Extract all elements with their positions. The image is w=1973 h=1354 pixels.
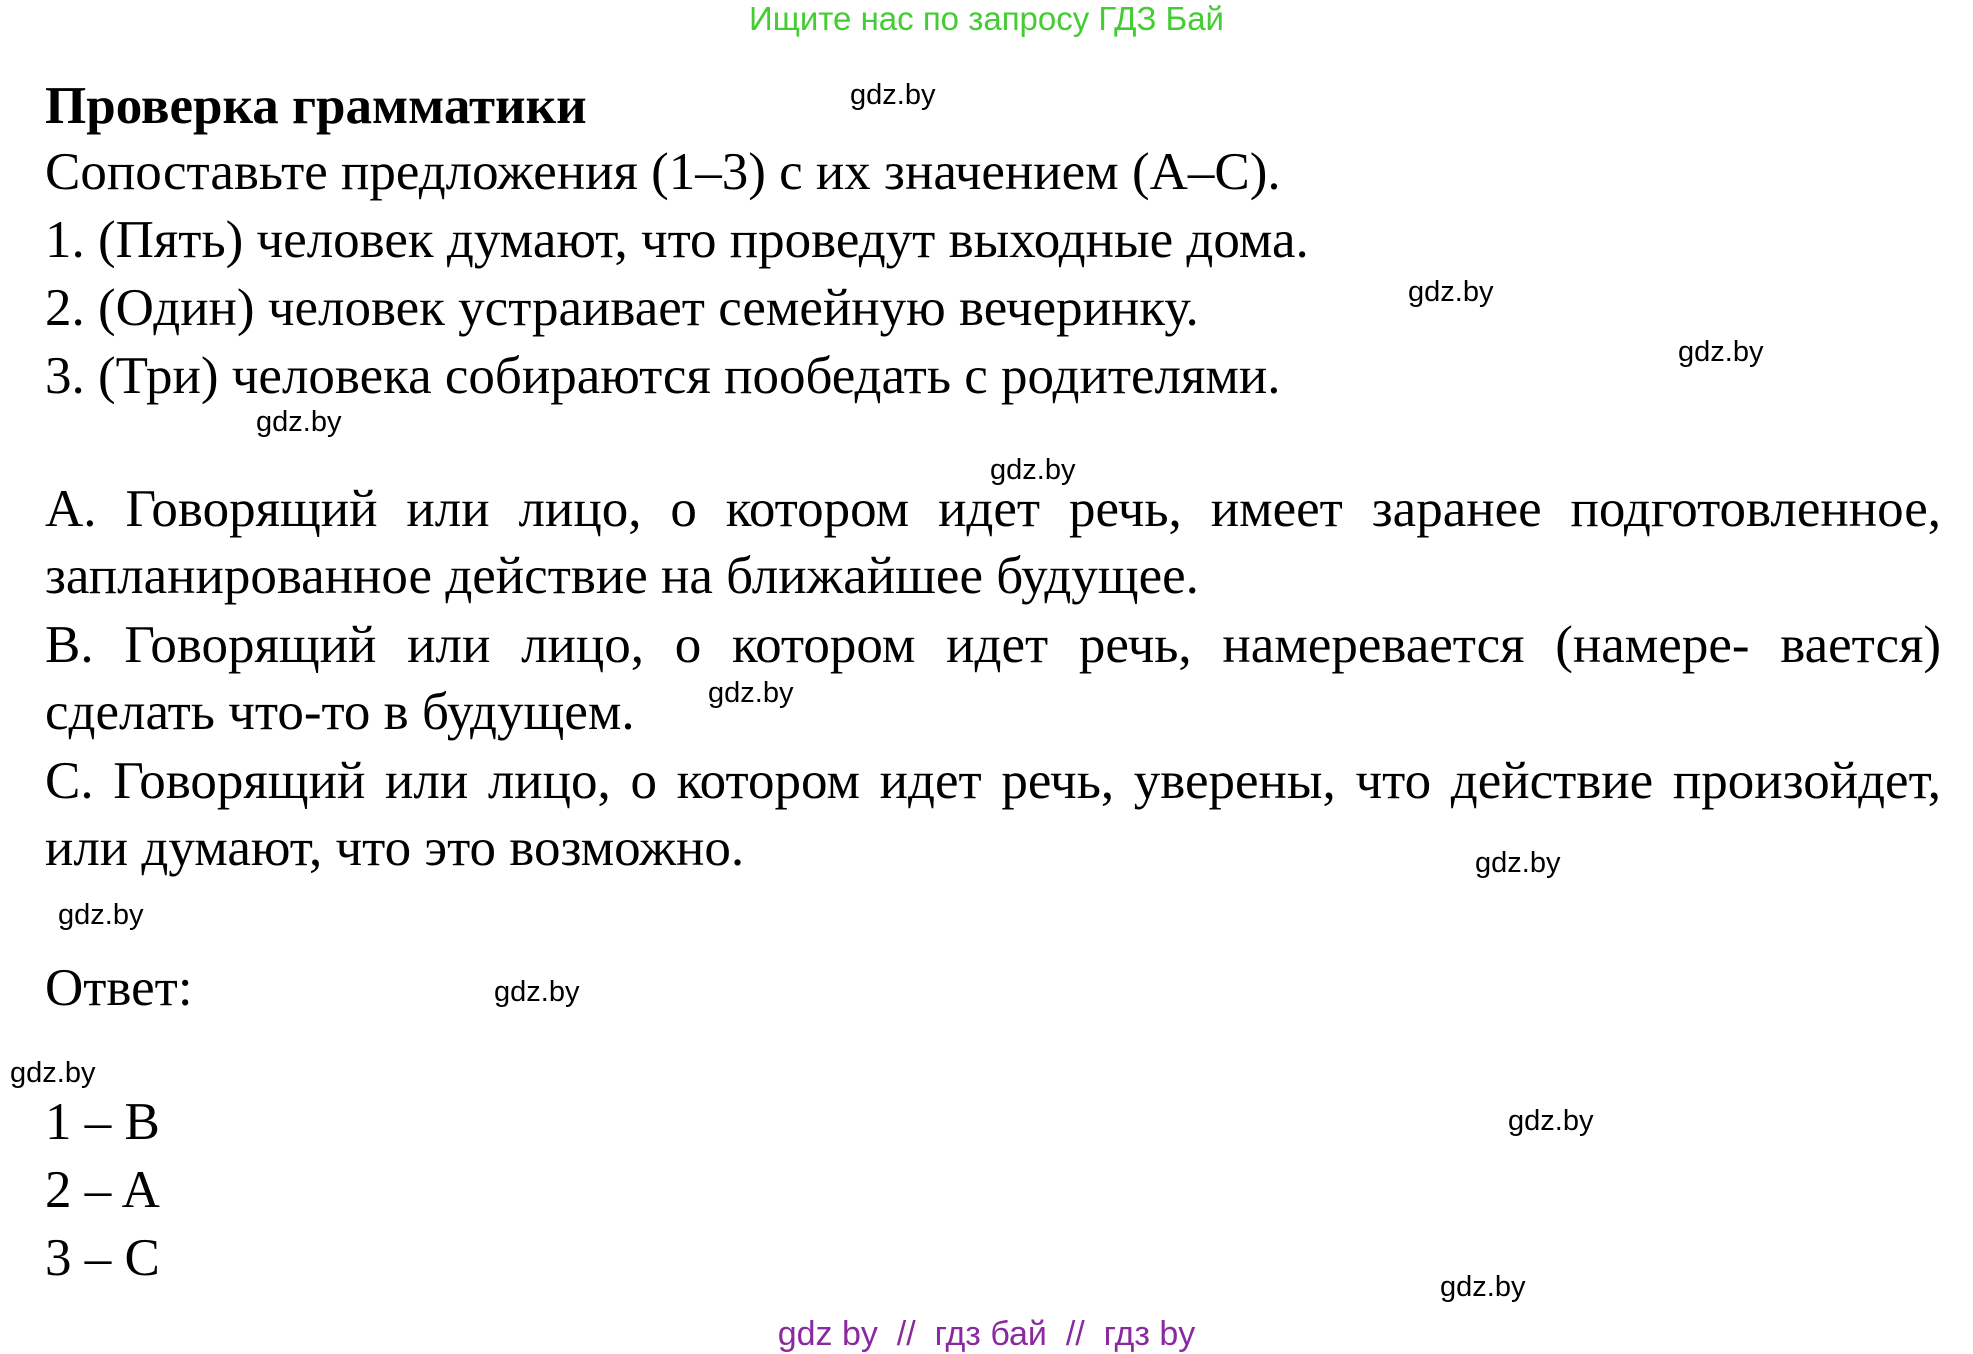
watermark: gdz.by bbox=[1440, 1271, 1526, 1303]
task-instruction: Сопоставьте предложения (1–3) с их значением (A–C). bbox=[45, 143, 1281, 201]
answer-1: 1 – B bbox=[45, 1093, 160, 1151]
watermark: gdz.by bbox=[850, 79, 936, 111]
section-title: Проверка грамматики bbox=[45, 77, 587, 135]
sentence-3: 3. (Три) человека собираются пообедать с родителями. bbox=[45, 347, 1281, 405]
watermark: gdz.by bbox=[494, 976, 580, 1008]
sentence-1: 1. (Пять) человек думают, что проведут выходные дома. bbox=[45, 211, 1309, 269]
watermark: gdz.by bbox=[990, 454, 1076, 486]
watermark: gdz.by bbox=[10, 1057, 96, 1089]
watermark: gdz.by bbox=[1408, 276, 1494, 308]
meaning-a: A. Говорящий или лицо, о котором идет речь, имеет заранее подготовленное, запланированное действие на ближайшее будущее. bbox=[45, 480, 1941, 605]
answer-2: 2 – A bbox=[45, 1161, 160, 1219]
watermark: gdz.by bbox=[1678, 336, 1764, 368]
watermark: gdz.by bbox=[1475, 847, 1561, 879]
top-banner: Ищите нас по запросу ГДЗ Бай bbox=[749, 0, 1224, 37]
watermark: gdz.by bbox=[256, 406, 342, 438]
answer-label: Ответ: bbox=[45, 959, 193, 1017]
meaning-b: B. Говорящий или лицо, о котором идет речь, намеревается (намере- вается) сделать что-то в будущем. bbox=[45, 616, 1941, 741]
sentence-2: 2. (Один) человек устраивает семейную вечеринку. bbox=[45, 279, 1199, 337]
footer-links: gdz by // гдз бай // гдз by bbox=[777, 1315, 1196, 1353]
watermark: gdz.by bbox=[58, 899, 144, 931]
watermark: gdz.by bbox=[1508, 1105, 1594, 1137]
meaning-c: C. Говорящий или лицо, о котором идет речь, уверены, что действие произойдет, или думают, что это возможно. bbox=[45, 752, 1941, 877]
answer-3: 3 – C bbox=[45, 1229, 160, 1287]
watermark: gdz.by bbox=[708, 677, 794, 709]
